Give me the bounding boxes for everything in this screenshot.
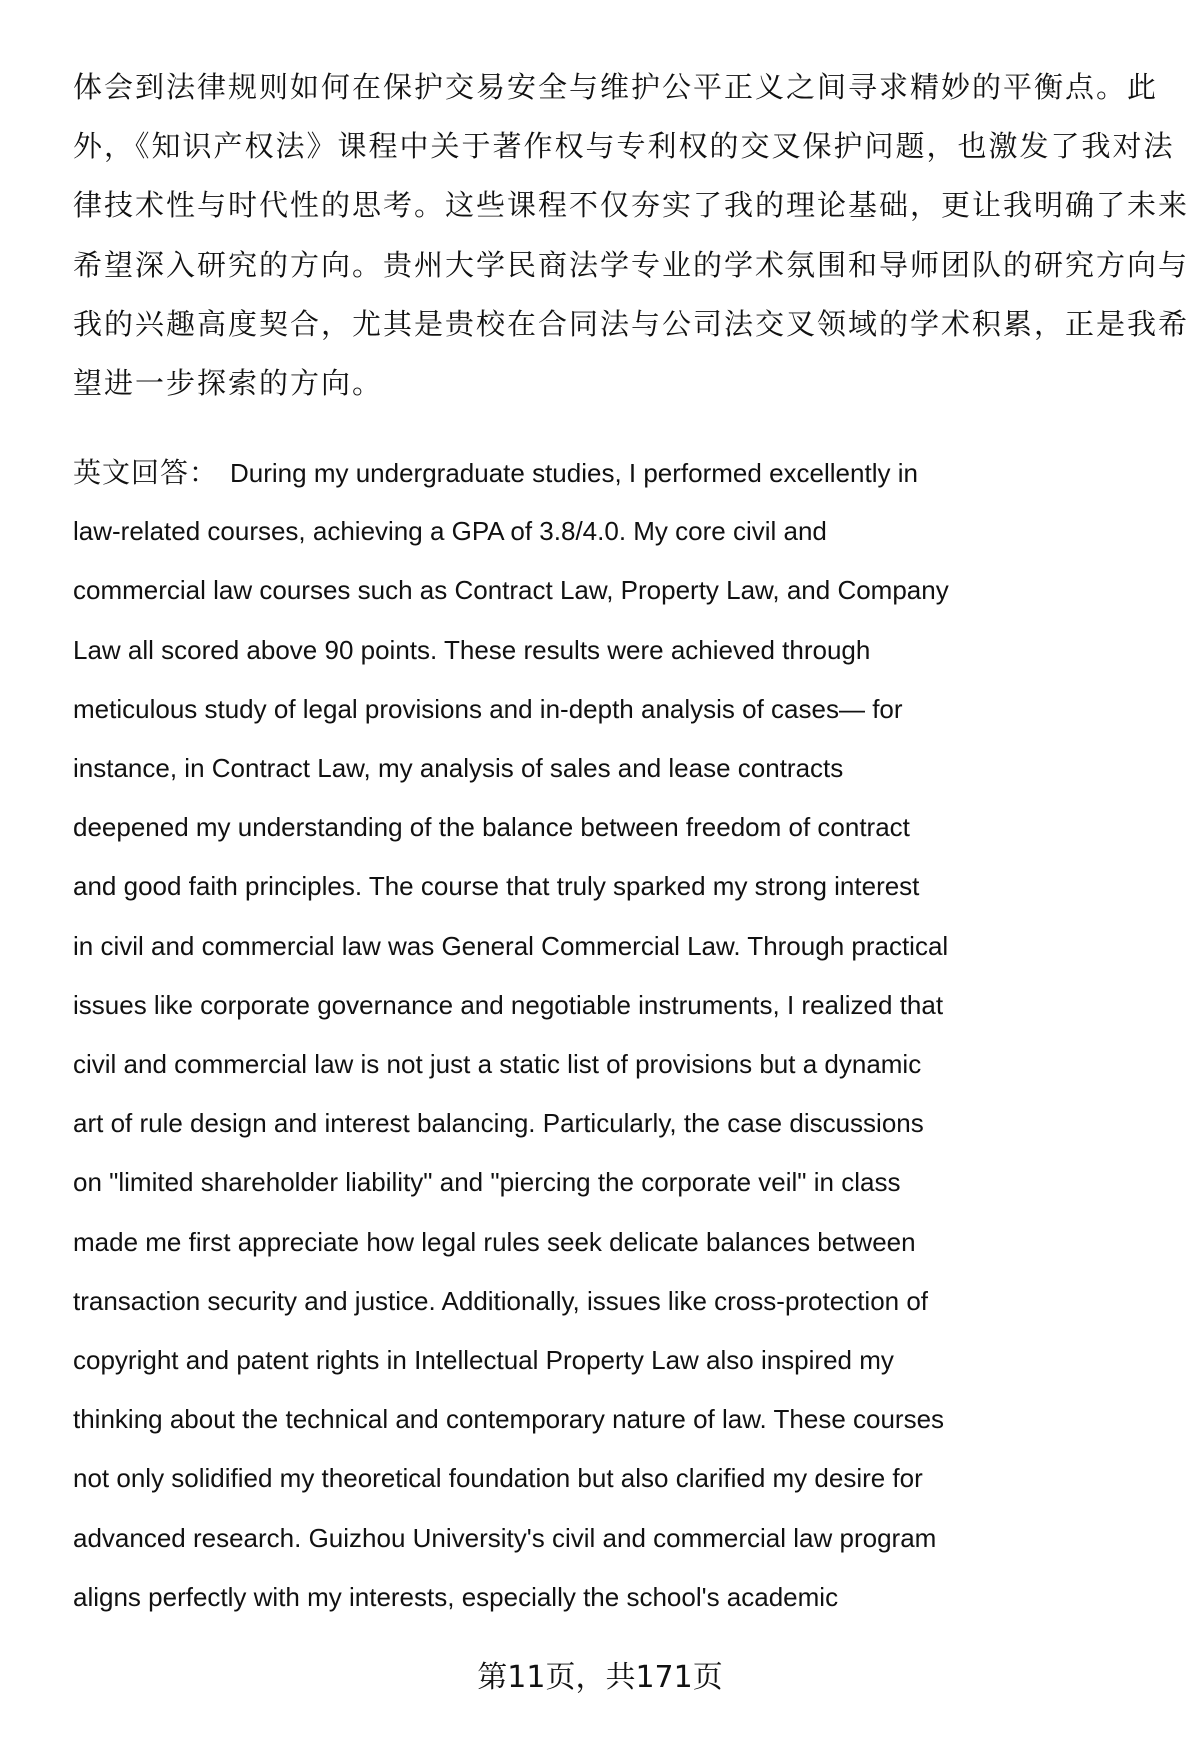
zh-paragraph-line: 望进一步探索的方向。 xyxy=(73,366,384,400)
en-paragraph-line: civil and commercial law is not just a static list of provisions but a dynamic xyxy=(73,1049,922,1079)
en-answer-label: 英文回答： xyxy=(73,457,219,488)
en-paragraph-line: issues like corporate governance and negotiable instruments, I realized that xyxy=(73,989,944,1020)
en-paragraph-line: in civil and commercial law was General Commercial Law. Through practical xyxy=(73,930,949,961)
en-paragraph-text: During my undergraduate studies, I performed excellently in xyxy=(230,458,918,488)
en-paragraph-line: on "limited shareholder liability" and "piercing the corporate veil" in class xyxy=(73,1167,901,1198)
en-paragraph-line xyxy=(73,443,918,502)
en-paragraph-line: art of rule design and interest balancing. Particularly, the case discussions xyxy=(73,1108,924,1139)
en-paragraph-line: deepened my understanding of the balance between freedom of contract xyxy=(73,812,910,843)
en-paragraph-line: transaction security and justice. Additionally, issues like cross-protection of xyxy=(73,1285,929,1316)
en-paragraph-line: thinking about the technical and contemporary nature of law. These courses xyxy=(73,1404,945,1435)
en-paragraph-line: commercial law courses such as Contract Law, Property Law, and Company xyxy=(73,575,949,606)
en-paragraph-line: advanced research. Guizhou University's civil and commercial law program xyxy=(73,1522,937,1553)
zh-paragraph-line: 外，《知识产权法》课程中关于著作权与专利权的交叉保护问题，也激发了我对法 xyxy=(73,129,1175,164)
en-paragraph-line: aligns perfectly with my interests, especially the school's academic xyxy=(73,1581,839,1612)
zh-paragraph-line: 律技术性与时代性的思考。这些课程不仅夯实了我的理论基础，更让我明确了未来 xyxy=(73,188,1190,223)
en-paragraph-line: copyright and patent rights in Intellectual Property Law also inspired my xyxy=(73,1345,894,1375)
zh-paragraph-line: 希望深入研究的方向。贵州大学民商法学专业的学术氛围和导师团队的研究方向与 xyxy=(73,247,1190,282)
en-paragraph-line: Law all scored above 90 points. These results were achieved through xyxy=(73,634,871,665)
en-paragraph-line: not only solidified my theoretical foundation but also clarified my desire for xyxy=(73,1463,923,1494)
en-paragraph-line: made me first appreciate how legal rules seek delicate balances between xyxy=(73,1226,916,1257)
en-paragraph-line: meticulous study of legal provisions and in-depth analysis of cases— for xyxy=(73,693,903,724)
zh-paragraph-line: 体会到法律规则如何在保护交易安全与维护公平正义之间寻求精妙的平衡点。此 xyxy=(73,70,1159,104)
en-paragraph-line: instance, in Contract Law, my analysis of sales and lease contracts xyxy=(73,753,844,783)
en-paragraph-line: and good faith principles. The course that truly sparked my strong interest xyxy=(73,871,920,902)
page-number-footer: 第11页，共171页 xyxy=(477,1660,723,1695)
en-paragraph-line: law-related courses, achieving a GPA of 3.8/4.0. My core civil and xyxy=(73,516,827,547)
zh-paragraph-line: 我的兴趣高度契合，尤其是贵校在合同法与公司法交叉领域的学术积累，正是我希 xyxy=(73,306,1190,341)
